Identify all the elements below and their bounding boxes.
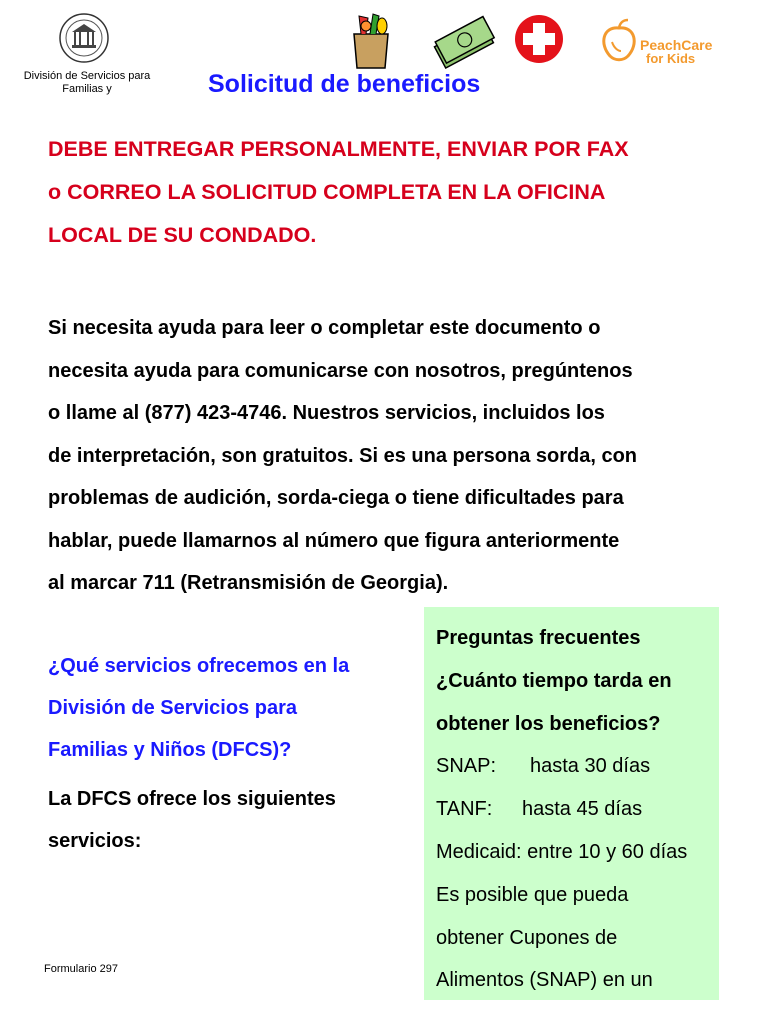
services-question <box>48 645 418 771</box>
faq-box <box>424 607 719 1000</box>
faq-medicaid: Medicaid: entre 10 y 60 días <box>436 840 688 863</box>
help-line: Si necesita ayuda para leer o completar este documento o <box>48 317 601 339</box>
services-line: La DFCS ofrece los siguientes <box>48 788 336 810</box>
help-line: o llame al (877) 423-4746. Nuestros servicios, incluidos los <box>48 402 605 424</box>
tanf-value: hasta 45 días <box>522 798 643 821</box>
grocery-bag-icon <box>346 12 396 70</box>
help-line: problemas de audición, sorda-ciega o tiene dificultades para <box>48 487 624 509</box>
faq-note-line: Alimentos (SNAP) en un <box>436 969 653 992</box>
cash-icon <box>430 15 496 71</box>
services-intro <box>48 778 418 862</box>
page-title: Solicitud de beneficios <box>208 70 481 98</box>
peachcare-logo <box>598 18 713 72</box>
question-line: División de Servicios para <box>48 697 297 719</box>
form-number: Formulario 297 <box>44 963 118 975</box>
faq-question-line: obtener los beneficios? <box>436 712 661 735</box>
faq-question-line: ¿Cuánto tiempo tarda en <box>436 669 672 692</box>
snap-value: hasta 30 días <box>530 755 651 778</box>
question-line: ¿Qué servicios ofrecemos en la <box>48 655 350 677</box>
red-cross-icon <box>514 14 564 64</box>
snap-label: SNAP: <box>436 755 497 778</box>
division-label: División de Servicios para Familias y <box>23 70 151 95</box>
faq-tanf-row <box>436 788 719 831</box>
help-line: necesita ayuda para comunicarse con nosotros, pregúntenos <box>48 359 633 382</box>
faq-note-line: Es posible que pueda <box>436 883 629 906</box>
warning-line: o CORREO LA SOLICITUD COMPLETA EN LA OFICINA <box>48 180 606 204</box>
peachcare-text-1: PeachCare <box>640 37 713 53</box>
help-paragraph <box>48 307 760 605</box>
faq-snap-row <box>436 745 719 788</box>
peachcare-text-2: for Kids <box>646 51 696 66</box>
warning-line: DEBE ENTREGAR PERSONALMENTE, ENVIAR POR FAX <box>48 137 629 161</box>
peach-icon <box>598 18 640 64</box>
help-line: al marcar 711 (Retransmisión de Georgia). <box>48 572 449 594</box>
question-line: Familias y Niños (DFCS)? <box>48 739 292 761</box>
warning-line: LOCAL DE SU CONDADO. <box>48 223 317 247</box>
faq-heading: Preguntas frecuentes <box>436 627 641 649</box>
help-line: de interpretación, son gratuitos. Si es una persona sorda, con <box>48 444 638 467</box>
services-line: servicios: <box>48 830 142 852</box>
tanf-label: TANF: <box>436 798 493 821</box>
warning-notice <box>48 128 748 257</box>
georgia-seal-icon <box>58 12 110 64</box>
help-line: hablar, puede llamarnos al número que figura anteriormente <box>48 529 620 552</box>
faq-note-line: obtener Cupones de <box>436 926 618 949</box>
